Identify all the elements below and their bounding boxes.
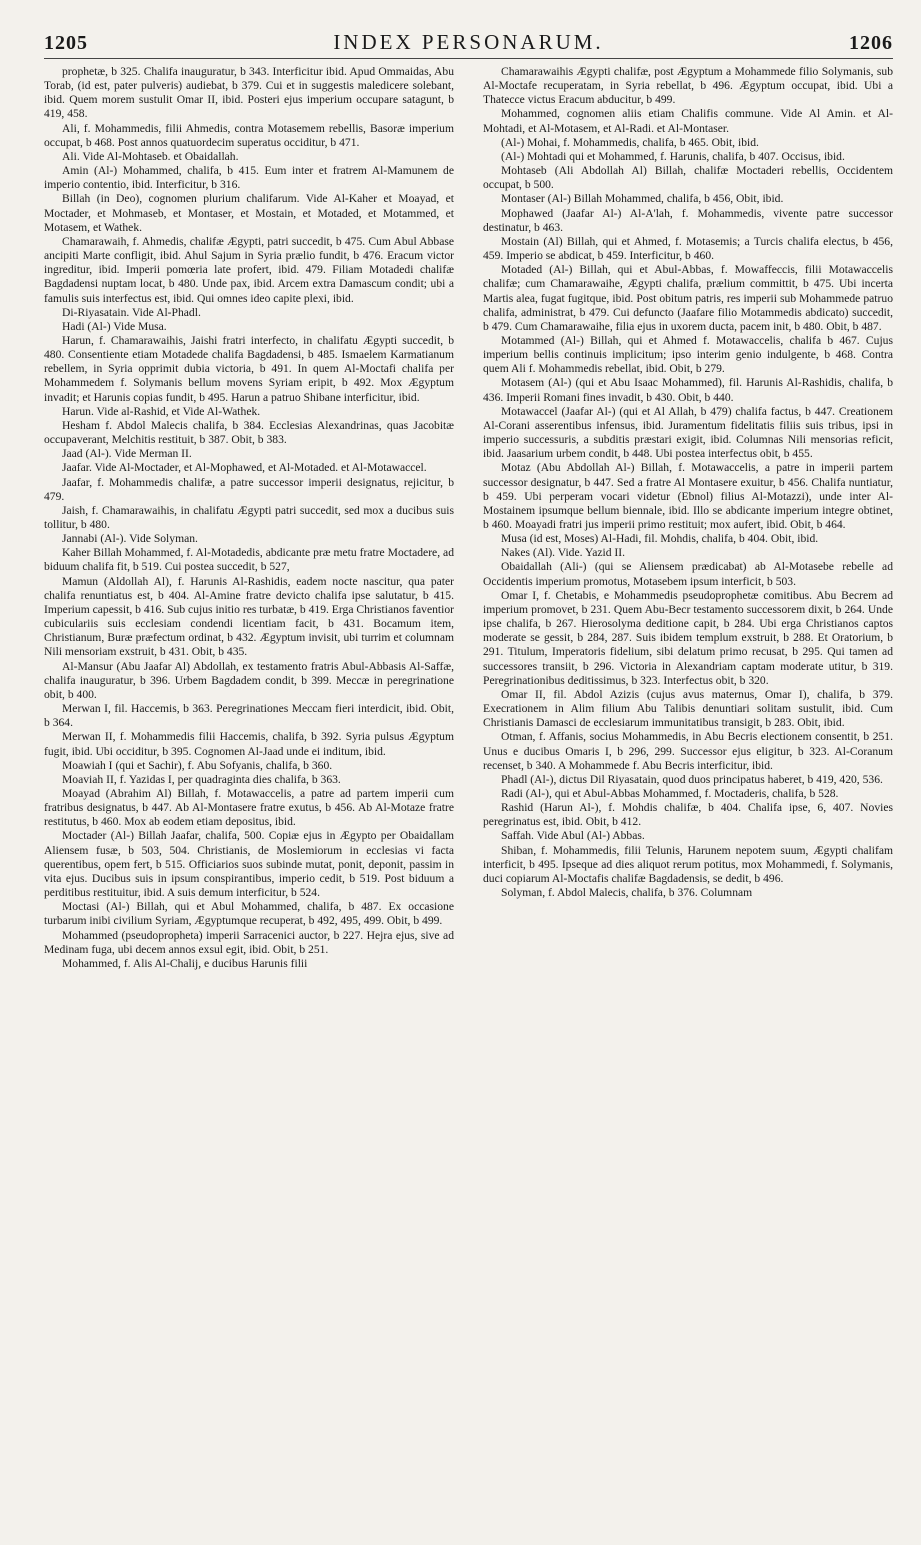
index-entry: Mamun (Aldollah Al), f. Harunis Al-Rashidis, eadem nocte nascitur, qua pater chalifa renuntiatus est, b 404. Al-Amine fratre devicto chalifa ipse salutatur, b 415. Imperium capessit, b 416. Sub cujus initio res turbatæ, b 419. Erga Christianos faventior cubiculariis suis ecclesiam condendi licentiam facit, b 431. Bocamum item, Christianum, Buræ præfectum ordinat, b 432. Ægyptum invisit, ubi turrim et columnam Nili mensoriam exstruit, b 431. Obit, b 435. xyxy=(44,574,454,659)
index-entry: Motaded (Al-) Billah, qui et Abul-Abbas, f. Mowaffeccis, filii Motawaccelis chalifæ; cum Chamarawaihe, Ægypti chalifa, prælium committit, b 475. Ubi incerta Martis alea, fugat fugitque, ibid. Post obitum patris, res imperii sub Mohammede patruo chalifa, administrat, b 479. Cui defuncto (Jaafare filio Motammedis abdicato) succedit, b 479. Cum Chamarawaihe, filia ejus in uxorem ducta, pacem init, b 480. Obit, b 487. xyxy=(483,263,893,333)
index-entry: Motammed (Al-) Billah, qui et Ahmed f. Motawaccelis, chalifa b 467. Cujus imperium bellis continuis implicitum; ipso interim genio indulgente, b 468. Contra quem Ali f. Mohammedis rebellat, ibid. Obit, b 279. xyxy=(483,333,893,376)
right-column xyxy=(483,65,893,1545)
index-entry: Jannabi (Al-). Vide Solyman. xyxy=(62,532,198,546)
index-entry: Hesham f. Abdol Malecis chalifa, b 384. Ecclesias Alexandrinas, quas Jacobitæ occupaverant, Melchitis restituit, b 387. Obit, b 383. xyxy=(44,418,454,447)
index-entry: Ali. Vide Al-Mohtaseb. et Obaidallah. xyxy=(62,149,239,163)
index-entry: Hadi (Al-) Vide Musa. xyxy=(62,319,167,333)
index-entry: Musa (id est, Moses) Al-Hadi, fil. Mohdis, chalifa, b 404. Obit, ibid. xyxy=(501,532,819,546)
page-header xyxy=(44,30,893,59)
index-entry: Mophawed (Jaafar Al-) Al-A'lah, f. Mohammedis, vivente patre successor destinatur, b 463. xyxy=(483,206,893,234)
index-entry: Harun. Vide al-Rashid, et Vide Al-Wathek. xyxy=(62,404,261,418)
index-entry: Montaser (Al-) Billah Mohammed, chalifa, b 456, Obit, ibid. xyxy=(501,192,784,206)
index-entry: Motaz (Abu Abdollah Al-) Billah, f. Motawaccelis, a patre in imperii partem successor designatur, b 447. Sed a fratre Al Montasere exuitur, b 456. Chalifa nuntiatur, b 459. Ubi perperam vocari videtur (Ebnol) filius Al-Motazzi), unde inter Al-Mostainem ipsumque bellum biennale, ibid. Illo se abdicante imperium integre obtinet, b 460. Moayadi fratri jus imperii primo restituit; mox aufert, ibid. Obit, b 464. xyxy=(483,461,893,531)
index-entry: Motawaccel (Jaafar Al-) (qui et Al Allah, b 479) chalifa factus, b 447. Creationem Al-Corani asserentibus infensus, ibid. Juramentum fidelitatis filiis suis tribus, ipsi in imperio successuris, a subditis præstari exigit, ibid. Columnas Nili mensorias reficit, ibid. Jaasarium urbem condit, b 448. Ubi postea interfectus obit, b 455. xyxy=(483,404,893,461)
index-entry: Moayad (Abrahim Al) Billah, f. Motawaccelis, a patre ad partem imperii cum fratribus designatus, b 447. Ab Al-Montasere fratre exutus, b 456. Ab Al-Motaze fratre restitutus, b 460. Mox ab eodem etiam depositus, ibid. xyxy=(44,786,454,829)
left-column xyxy=(44,65,454,1545)
index-entry: Chamarawaih, f. Ahmedis, chalifæ Ægypti, patri succedit, b 475. Cum Abul Abbase ancipiti Marte confligit, ibid. Ahul Sajum in Syria prælio fundit, b 476. Eracum victor ingreditur, ibid. Imperii pomœria late profert, ibid. 479. Filiam Motadedi chalifæ Bagdadensi nuptam locat, b 480. Unde pax, ibid. Arcem extra Damascum condit; ubi a famulis suis interfectus est, ibid. Qui omnes ideo capite plexi, ibid. xyxy=(44,234,454,305)
index-entry: Chamarawaihis Ægypti chalifæ, post Ægyptum a Mohammede filio Solymanis, sub Al-Moctafe recuperatam, in Syria rebellat, b 496. Ægyptum occupat, ibid. Ubi a Thatecce victus Eracum abducitur, b 499. xyxy=(483,65,893,107)
index-entry: Ali, f. Mohammedis, filii Ahmedis, contra Motasemem rebellis, Basoræ imperium occupat, b 468. Post annos quatuordecim superatus occiditur, b 471. xyxy=(44,121,454,149)
right-page-number: 1206 xyxy=(848,32,893,54)
index-entry: (Al-) Mohai, f. Mohammedis, chalifa, b 465. Obit, ibid. xyxy=(501,135,759,149)
index-entry: Mostain (Al) Billah, qui et Ahmed, f. Motasemis; a Turcis chalifa electus, b 456, 459. Imperio se abdicat, b 459. Interficitur, b 460. xyxy=(483,234,893,263)
running-title: INDEX PERSONARUM. xyxy=(333,30,604,54)
index-entry: Nakes (Al). Vide. Yazid II. xyxy=(501,546,626,560)
index-entry: Kaher Billah Mohammed, f. Al-Motadedis, abdicante præ metu fratre Moctadere, ad biduum chalifa fit, b 519. Cui postea succedit, b 527, xyxy=(44,546,454,574)
index-entry: Al-Mansur (Abu Jaafar Al) Abdollah, ex testamento fratris Abul-Abbasis Al-Saffæ, chalifa inauguratur, b 396. Urbem Bagdadem condit, b 399. Meccæ in peregrinatione obit, b 400. xyxy=(44,659,454,701)
index-entry: Mohammed, f. Alis Al-Chalij, e ducibus Harunis filii xyxy=(62,956,308,970)
index-entry: Shiban, f. Mohammedis, filii Telunis, Harunem nepotem suum, Ægypti chalifam interficit, b 495. Ipseque ad dies aliquot rerum potitus, mox Mohammedi, f. Solymanis, duci copiarum Al-Moctafis chalifæ Bagdadensis, se dedit, b 496. xyxy=(483,843,893,885)
index-columns xyxy=(44,65,893,1545)
index-entry: Jaafar. Vide Al-Moctader, et Al-Mophawed, et Al-Motaded. et Al-Motawaccel. xyxy=(62,461,427,475)
index-entry: Obaidallah (Ali-) (qui se Aliensem prædicabat) ab Al-Motasebe rebelle ad Occidentis imperium promotus, Motasebem ipsum interficit, b 503. xyxy=(483,560,893,588)
index-entry: Jaad (Al-). Vide Merman II. xyxy=(62,447,192,461)
index-entry: Jaafar, f. Mohammedis chalifæ, a patre successor imperii designatus, rejicitur, b 479. xyxy=(44,475,454,503)
index-entry: Jaish, f. Chamarawaihis, in chalifatu Ægypti patri succedit, sed mox a ducibus suis tollitur, b 480. xyxy=(44,503,454,531)
index-entry: Saffah. Vide Abul (Al-) Abbas. xyxy=(501,829,645,843)
index-entry: Mohammed (pseudopropheta) imperii Sarracenici auctor, b 227. Hejra ejus, sive ad Medinam fuga, ubi decem annos exsul egit, ibid. Obit, b 251. xyxy=(44,928,454,956)
index-entry: Mohtaseb (Ali Abdollah Al) Billah, chalifæ Moctaderi rebellis, Occidentem occupat, b 500. xyxy=(483,164,893,192)
index-entry: Moaviah II, f. Yazidas I, per quadraginta dies chalifa, b 363. xyxy=(62,772,341,786)
index-entry: Phadl (Al-), dictus Dil Riyasatain, quod duos principatus haberet, b 419, 420, 536. xyxy=(501,772,883,786)
index-entry: Harun, f. Chamarawaihis, Jaishi fratri interfecto, in chalifatu Ægypti succedit, b 480. Consentiente etiam Motadede chalifa Bagdadensi, b 485. Ismaelem Karmatianum rebellem, in Syria opprimit dubia victoria, b 491. In quem Al-Moctafi chalifa per Mohammedem f. Solymanis bellum movens Syriam eripit, b 492. Mox Ægyptum invadit; et Harunis copias fundit, b 495. Harun a patruo Shibane interficitur, ibid. xyxy=(44,333,454,404)
index-entry: Merwan I, fil. Haccemis, b 363. Peregrinationes Meccam fieri interdicit, ibid. Obit, b 364. xyxy=(44,702,454,730)
index-entry: Mohammed, cognomen aliis etiam Chalifis commune. Vide Al Amin. et Al-Mohtadi, et Al-Motasem, et Al-Radi. et Al-Montaser. xyxy=(483,107,893,135)
index-entry: Moctader (Al-) Billah Jaafar, chalifa, 500. Copiæ ejus in Ægypto per Obaidallam Aliensem fusæ, b 503, 504. Christianis, de Moslemiorum in ecclesias vi facta querentibus, opem fert, b 515. Officiarios suos subinde mutat, ponit, deponit, passim in vita ejus. Ducibus suis in ipsum conspirantibus, imperio cedit, b 519. Post biduum a perditibus restituitur, ibid. A suis demum interficitur, b 524. xyxy=(44,829,454,900)
index-entry: Omar I, f. Chetabis, e Mohammedis pseudoprophetæ comitibus. Abu Becrem ad imperium promovet, b 231. Quem Abu-Becr testamento successorem dixit, b 264. Unde ipse chalifa, b 267. Hierosolyma deditione capit, b 284. Ubi erga Christianos captos moderate se gessit, b 284, 287. Suis ibidem templum exstruit, b 288. Et Oratorium, b 291. Titulum, Imperatoris fidelium, sibi delatum primo recusat, b 295. Qui tamen ad successores transiit, b 296. Victoria in Alexandriam captam moderate utitur, b 319. Peregrinationibus deditissimus, b 323. Interfectus obit, b 320. xyxy=(483,588,893,687)
left-page-number: 1205 xyxy=(44,32,88,54)
index-entry: Amin (Al-) Mohammed, chalifa, b 415. Eum inter et fratrem Al-Mamunem de imperio contentio, ibid. Interficitur, b 316. xyxy=(44,164,454,192)
index-entry: Motasem (Al-) (qui et Abu Isaac Mohammed), fil. Harunis Al-Rashidis, chalifa, b 436. Imperii Romani fines invadit, b 430. Obit, b 440. xyxy=(483,376,893,404)
index-entry: Moctasi (Al-) Billah, qui et Abul Mohammed, chalifa, b 487. Ex occasione turbarum inibi civilium Syriam, Ægyptumque recuperat, b 492, 495, 499. Obit, b 499. xyxy=(44,900,454,928)
index-entry: Billah (in Deo), cognomen plurium chalifarum. Vide Al-Kaher et Moayad, et Moctader, et Mohmaseb, et Montaser, et Mostain, et Motaded, et Motammed, et Motasem, et Wathek. xyxy=(44,192,454,234)
index-entry: Omar II, fil. Abdol Azizis (cujus avus maternus, Omar I), chalifa, b 379. Execrationem in Alim filium Abu Talibis denuntiari solitam sustulit, ibid. Cum Christianis Damasci de ecclesiarum immunitatibus transigit, b 283. Obit, ibid. xyxy=(483,687,893,730)
index-entry: Radi (Al-), qui et Abul-Abbas Mohammed, f. Moctaderis, chalifa, b 528. xyxy=(501,786,839,800)
index-entry: (Al-) Mohtadi qui et Mohammed, f. Harunis, chalifa, b 407. Occisus, ibid. xyxy=(501,149,845,163)
index-entry: Otman, f. Affanis, socius Mohammedis, in Abu Becris electionem consentit, b 251. Unus e ducibus Omaris I, b 296, 299. Successor ejus eligitur, b 323. Al-Coranum recenset, b 340. A Mohammede f. Abu Becris interficitur, ibid. xyxy=(483,730,893,772)
index-entry: Solyman, f. Abdol Malecis, chalifa, b 376. Columnam xyxy=(501,886,753,900)
index-entry: Moawiah I (qui et Sachir), f. Abu Sofyanis, chalifa, b 360. xyxy=(62,758,333,772)
index-entry: Rashid (Harun Al-), f. Mohdis chalifæ, b 404. Chalifa ipse, 6, 407. Novies peregrinatus est, ibid. Obit, b 412. xyxy=(483,801,893,829)
index-entry: prophetæ, b 325. Chalifa inauguratur, b 343. Interficitur ibid. Apud Ommaidas, Abu Torab, (id est, pater pulveris) audiebat, b 379. Cui et in suggestis maledicere solebant, ibid. Quem morem sustulit Omar II, ibid. Posteri ejus imperium occupare satagunt, b 419, 458. xyxy=(44,65,454,121)
index-entry: Merwan II, f. Mohammedis filii Haccemis, chalifa, b 392. Syria pulsus Ægyptum fugit, ibid. Ubi occiditur, b 395. Cognomen Al-Jaad unde ei inditum, ibid. xyxy=(44,730,454,758)
index-entry: Di-Riyasatain. Vide Al-Phadl. xyxy=(62,305,201,319)
